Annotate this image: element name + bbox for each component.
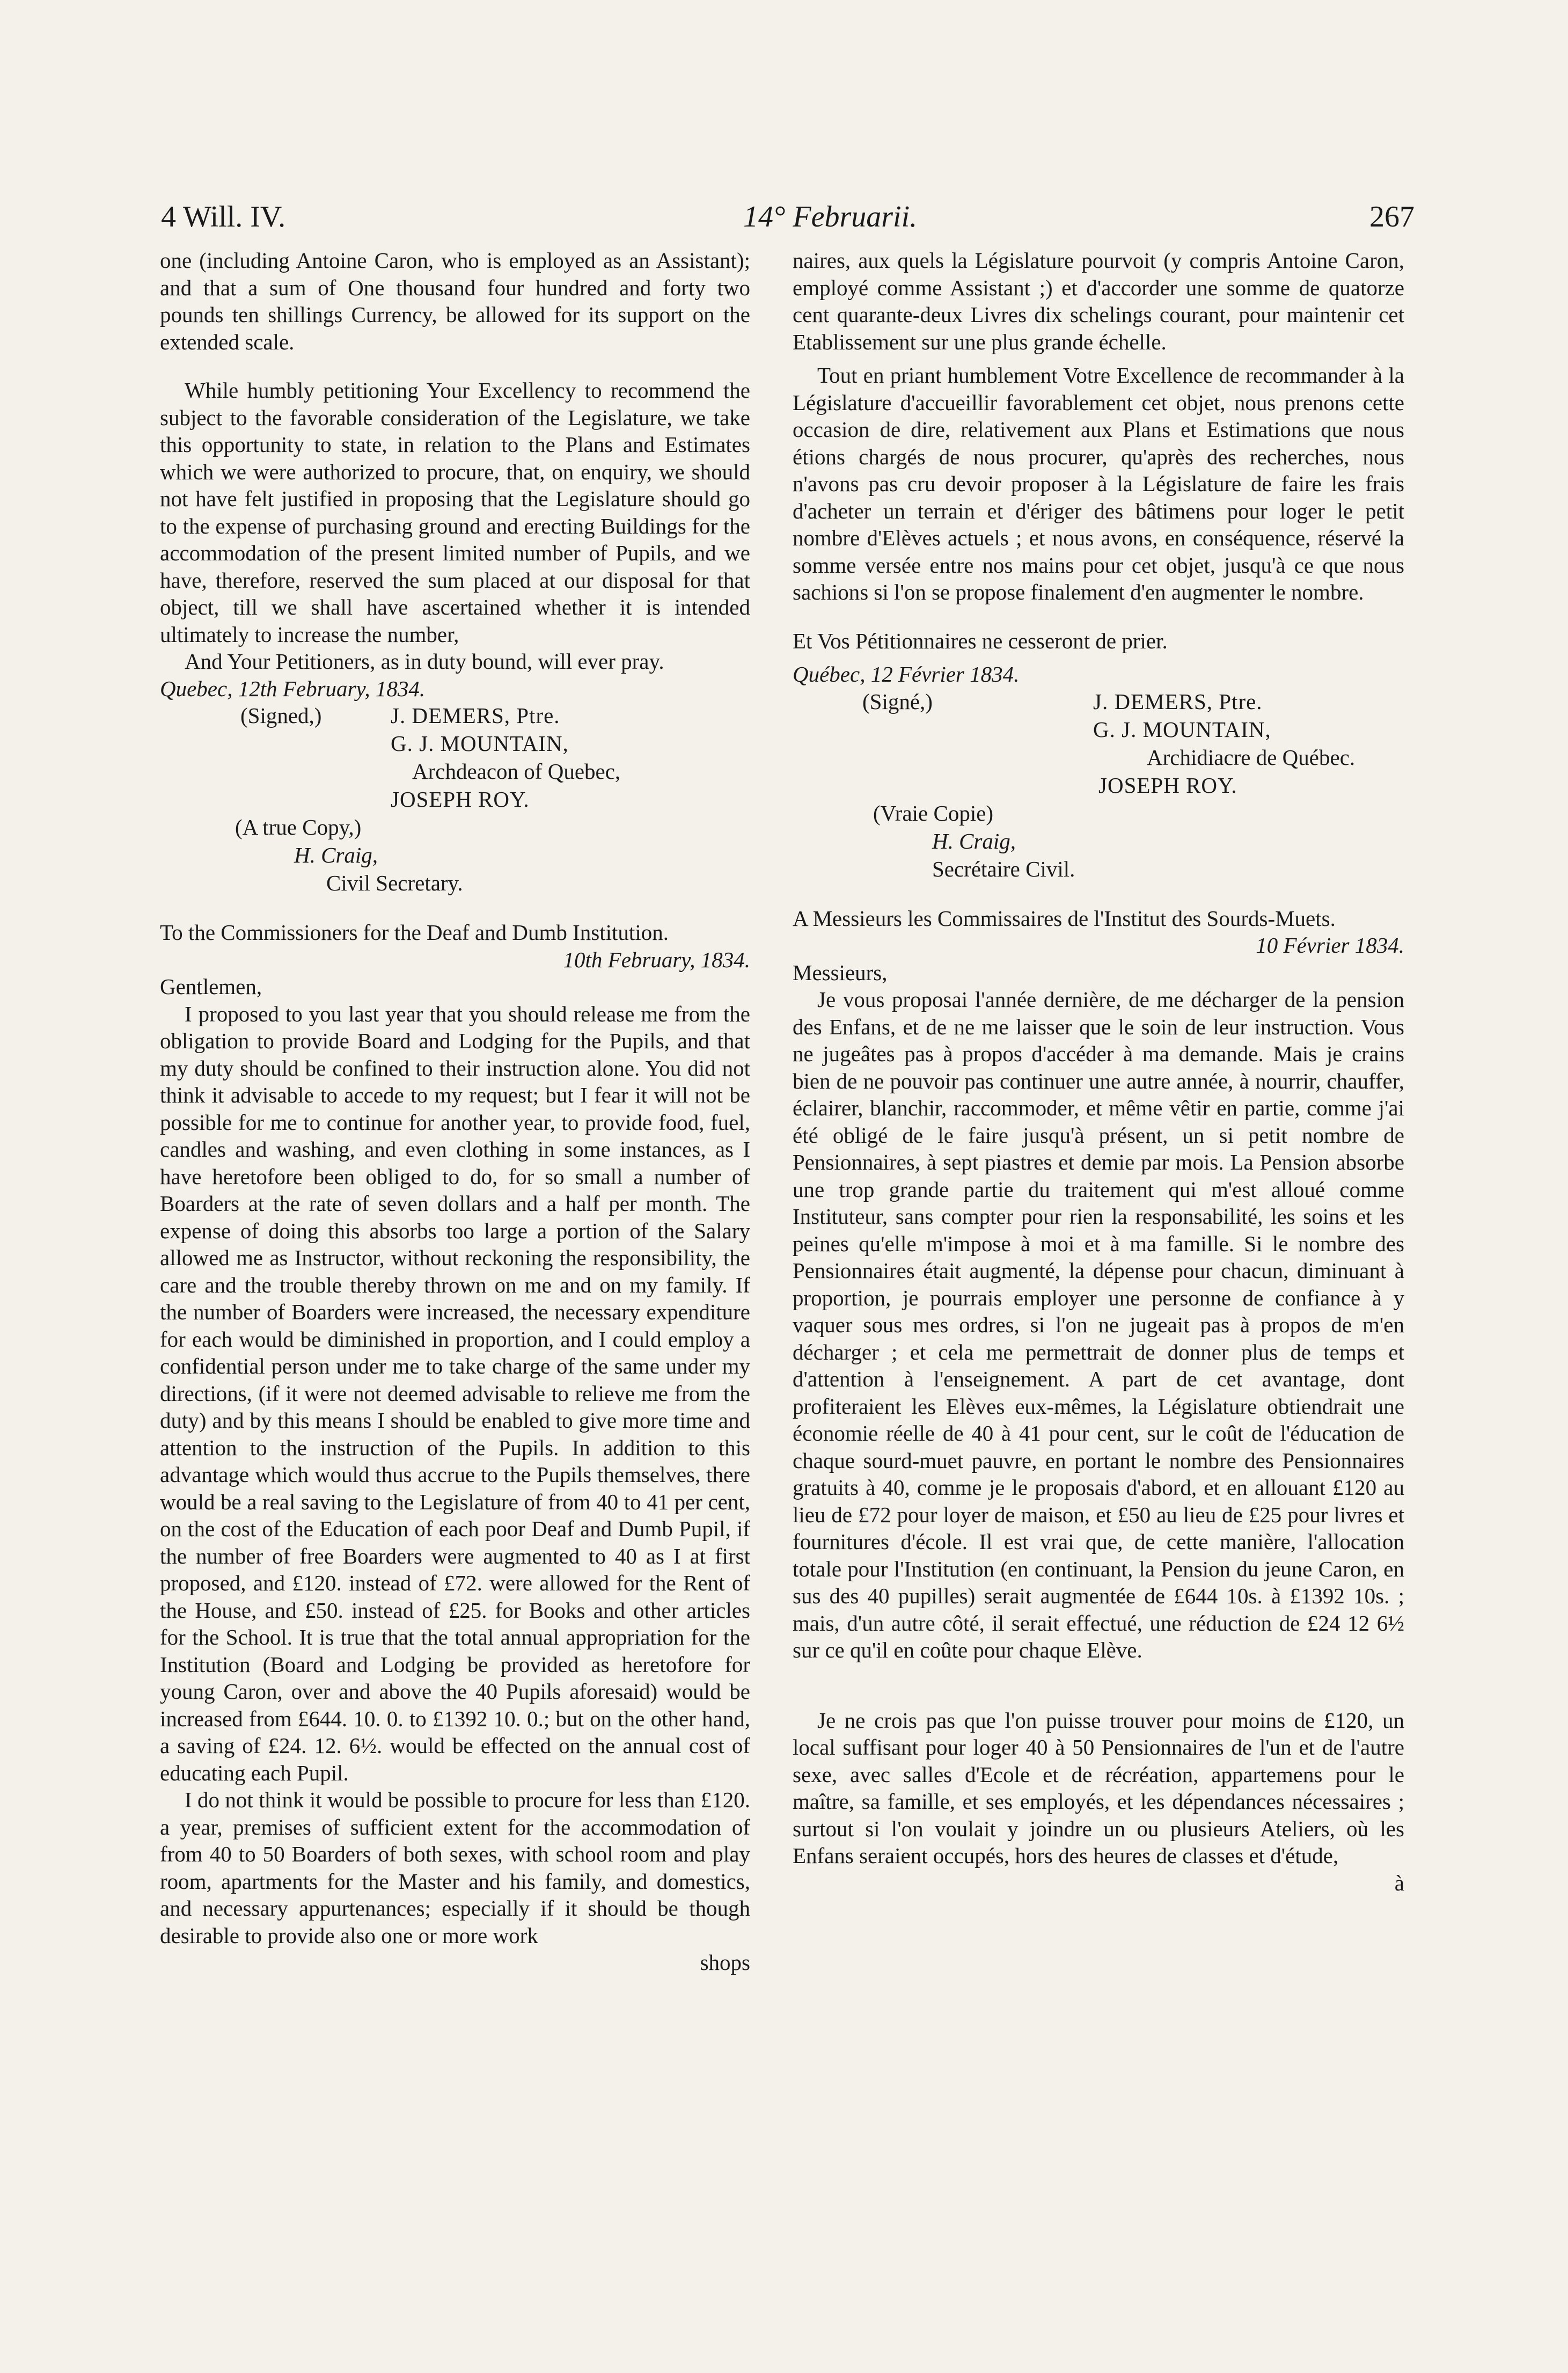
fr-salutation: Messieurs, (793, 960, 888, 985)
fr-intro-paragraph: naires, aux quels la Législature pourvoit (y compris Antoine Caron, employé comme Assistant ;) et d'accorder une somme de quatorze cent quarante-deux Livres dix schelings courant, pour maintenir cet Etablissement sur une plus grande échelle. (793, 248, 1404, 354)
en-salutation: Gentlemen, (160, 974, 262, 999)
en-petition-paragraph: While humbly petitioning Your Excellency to recommend the subject to the favorable consideration of the Legislature, we take this opportunity to state, in relation to the Plans and Estimates which we were authorized to procure, that, on enquiry, we should not have felt justified in proposing that the Legislature should go to the expense of purchasing ground and erecting Buildings for the accommodation of the present limited number of Pupils, and we have, therefore, reserved the sum placed at our disposal for that object, till we shall have ascertained whether it is intended ultimately to increase the number, (160, 378, 750, 647)
en-dateline: Quebec, 12th February, 1834. (160, 676, 426, 701)
en-signer-demers: J. DEMERS, Ptre. (391, 703, 560, 728)
fr-catchword: à (1394, 1870, 1404, 1895)
en-signer-mountain: G. J. MOUNTAIN, (391, 731, 569, 756)
fr-petition-paragraph: Tout en priant humblement Votre Excellence de recommander à la Législature d'accueillir favorablement cet objet, nous prenons cette occasion de dire, relativement aux Plans et Estimations que nous étions chargés de nous procurer, qu'après des recherches, nous n'avons pas cru devoir proposer à la Législature de faire les frais d'acheter un terrain et d'ériger des bâtimens pour loger le petit nombre d'Elèves actuels ; et nous avons, en conséquence, réservé la somme versée entre nos mains pour cet objet, jusqu'à ce que nous sachions si l'on se propose finalement d'en augmenter le nombre. (793, 363, 1404, 604)
fr-signer-mountain: G. J. MOUNTAIN, (1093, 717, 1271, 742)
en-copy-title: Civil Secretary. (326, 871, 463, 895)
fr-letter-body: Je vous proposai l'année dernière, de me décharger de la pension des Enfans, et de ne me laisser que le soin de leur instruction. Vous ne jugeâtes pas à propos d'accéder à ma demande. Mais je crains bien de ne pouvoir pas continuer une autre année, à nourrir, chauffer, éclairer, blanchir, raccommoder, et même vêtir en partie, comme j'ai été obligé de le faire jusqu'à présent, un si petit nombre de Pensionnaires, à sept piastres et demie par mois. La Pension absorbe une trop grande partie du traitement qui m'est alloué comme Instituteur, sans compter pour rien la responsabilité, les soins et les peines qu'elle m'impose à moi et à ma famille. Si le nombre des Pensionnaires était augmenté, la dépense pour chacun, diminuant à proportion, je pourrais employer une personne de confiance à y vaquer sous mes ordres, si l'on ne jugeait pas à propos de m'en décharger ; et cela me permettrait de donner plus de temps et d'attention à l'enseignement. A part de cet avantage, dont profiteraient les Elèves eux-mêmes, la Législature obtiendrait une économie réelle de 40 à 41 pour cent, sur le coût de l'éducation de chaque sourd-muet pauvre, en portant le nombre des Pensionnaires gratuits à 40, comme je le proposais d'abord, et en allouant £120 au lieu de £72 pour loyer de maison, et £50 au lieu de £25 pour livres et fournitures d'école. Il est vrai que, de cette manière, l'allocation totale pour l'Institution (en continuant, la Pension du jeune Caron, en sus des 40 pupilles) serait augmentée de £644 10s. à £1392 10s. ; mais, d'un autre côté, il serait effectué, une réduction de £24 12 6½ sur ce qu'il en coûte pour chaque Elève. (793, 987, 1404, 1662)
fr-copy-title: Secrétaire Civil. (932, 856, 1075, 881)
fr-signer-demers: J. DEMERS, Ptre. (1093, 689, 1263, 714)
english-column (160, 247, 750, 1976)
fr-signed-label: (Signé,) (862, 689, 933, 714)
fr-copy-label: (Vraie Copie) (873, 800, 994, 826)
en-letter-body: I proposed to you last year that you should release me from the obligation to provide Board and Lodging for the Pupils, and that my duty should be confined to their instruction alone. You did not think it advisable to accede to my request; but I fear it will not be possible for me to continue for another year, to provide food, fuel, candles and washing, and even clothing in some instances, as I have heretofore been obliged to do, for so small a number of Boarders at the rate of seven dollars and a half per month. The expense of doing this absorbs too large a portion of the Salary allowed me as Instructor, without reckoning the responsibility, the care and the trouble thereby thrown on me and on my family. If the number of Boarders were increased, the necessary expenditure for each would be diminished in proportion, and I could employ a confidential person under me to take charge of the same under my directions, (if it were not deemed advisable to relieve me from the duty) and by this means I should be enabled to give more time and attention to the instruction of the Pupils. In addition to this advantage which would thus accrue to the Pupils themselves, there would be a real saving to the Legislature of from 40 to 41 per cent, on the cost of the Education of each poor Deaf and Dumb Pupil, if the number of free Boarders were augmented to 40 as I at first proposed, and £120. instead of £72. were allowed for the Rent of the House, and £50. instead of £25. for Books and other articles for the School. It is true that the total annual appropriation for the Institution (Board and Lodging be provided as heretofore for young Caron, over and above the 40 Pupils aforesaid) would be increased from £644. 10. 0. to £1392 10. 0.; but on the other hand, a saving of £24. 12. 6½. would be effected on the annual cost of educating each Pupil. (160, 1001, 750, 1785)
fr-dateline: Québec, 12 Février 1834. (793, 662, 1020, 687)
en-intro-paragraph: one (including Antoine Caron, who is employed as an Assistant); and that a sum of One thousand four hundred and forty two pounds ten shillings Currency, be allowed for its support on the extended scale. (160, 248, 750, 354)
en-letter-continued: I do not think it would be possible to procure for less than £120. a year, premises of sufficient extent for the accommodation of from 40 to 50 Boarders of both sexes, with school room and play room, apartments for the Master and his family, and domestics, and necessary appurtenances; especially if it should be though desirable to provide also one or more work (160, 1787, 750, 1948)
en-letter-date: 10th February, 1834. (563, 947, 750, 972)
fr-closing: Et Vos Pétitionnaires ne cesseront de prier. (793, 628, 1168, 653)
en-closing: And Your Petitioners, as in duty bound, will ever pray. (185, 649, 664, 674)
en-signer-roy: JOSEPH ROY. (391, 787, 530, 812)
fr-copy-name: H. Craig, (932, 828, 1016, 853)
header-date: 14° Februarii. (743, 200, 918, 233)
en-letter-address: To the Commissioners for the Deaf and Dumb Institution. (160, 920, 669, 945)
fr-letter-address: A Messieurs les Commissaires de l'Institut des Sourds-Muets. (793, 906, 1336, 931)
french-column (793, 247, 1404, 1896)
en-copy-label: (A true Copy,) (235, 815, 362, 839)
regnal-year: 4 Will. IV. (161, 200, 286, 233)
fr-signer-title: Archidiacre de Québec. (1147, 744, 1355, 770)
running-header (161, 200, 1415, 243)
fr-signer-roy: JOSEPH ROY. (1098, 772, 1237, 798)
fr-letter-date: 10 Février 1834. (1256, 933, 1404, 958)
en-signed-label: (Signed,) (240, 703, 322, 728)
page-number: 267 (1369, 200, 1415, 233)
fr-letter-continued: Je ne crois pas que l'on puisse trouver pour moins de £120, un local suffisant pour loger 40 à 50 Pensionnaires de l'un et de l'autre sexe, avec salles d'Ecole et de récréation, appartemens pour le maître, sa famille, et ses employés, et les dépendances nécessaires ; surtout si l'on voulait y joindre un ou plusieurs Ateliers, où les Enfans seraient occupés, hors des heures de classes et d'étude, (793, 1707, 1404, 1868)
en-signer-title: Archdeacon of Quebec, (412, 759, 621, 784)
en-copy-name: H. Craig, (294, 843, 378, 867)
en-catchword: shops (700, 1950, 750, 1975)
